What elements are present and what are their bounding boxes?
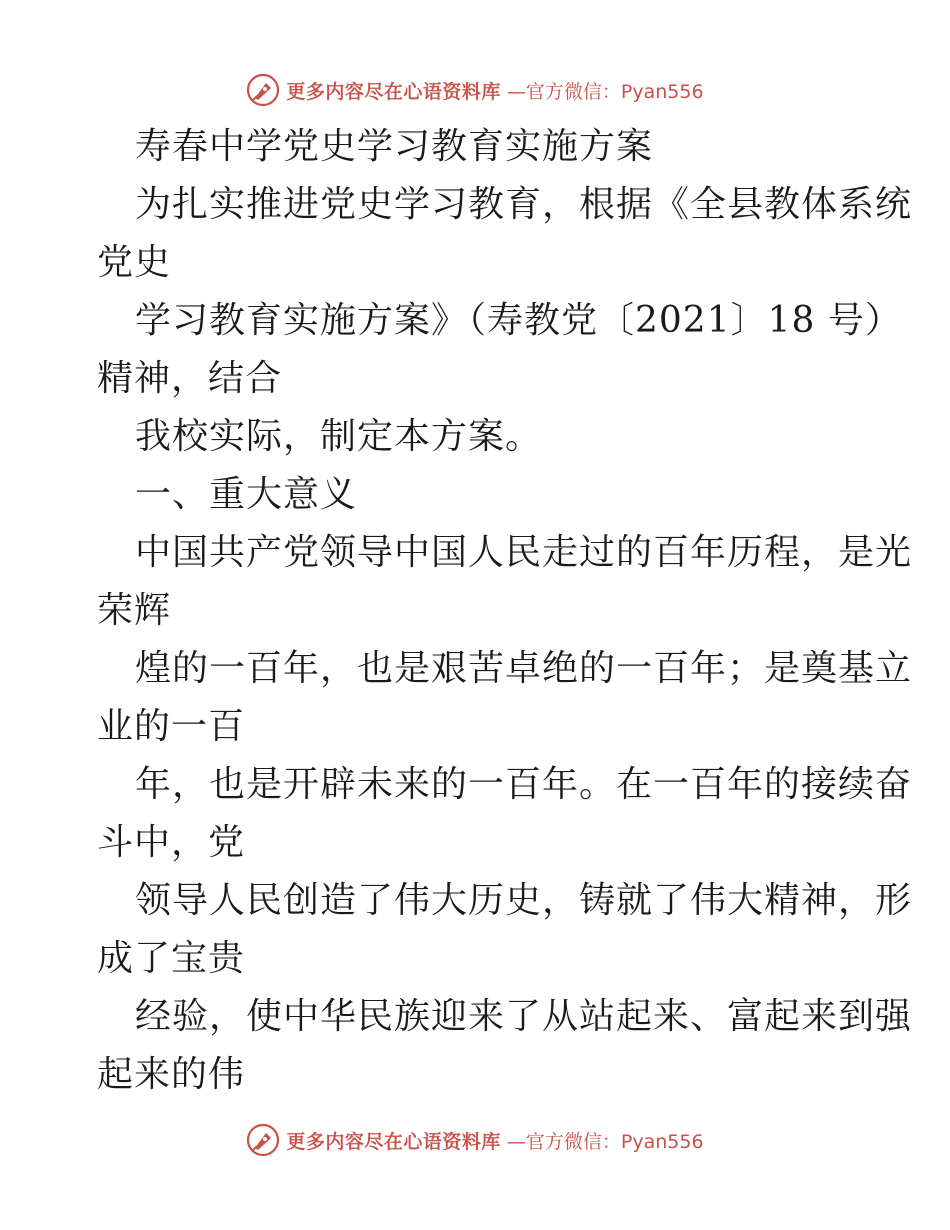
watermark-text: 更多内容尽在心语资料库 [286, 80, 501, 103]
paragraph-line: 精神，结合 [97, 358, 283, 399]
paragraph-line: 斗中，党 [97, 822, 246, 863]
paragraph-line: 为扎实推进党史学习教育，根据《全县教体系统 [135, 184, 913, 225]
document-title: 寿春中学党史学习教育实施方案 [135, 126, 654, 167]
document-body [97, 118, 913, 1104]
footer-watermark-banner [0, 1120, 950, 1160]
pen-nib-logo-icon [246, 73, 280, 107]
paragraph-line: 中国共产党领导中国人民走过的百年历程，是光 [135, 532, 913, 573]
watermark-contact: —官方微信：Pyan556 [506, 80, 704, 103]
paragraph-line: 煌的一百年，也是艰苦卓绝的一百年；是奠基立 [135, 648, 913, 689]
paragraph-line: 学习教育实施方案》（寿教党〔2021〕18 号） [135, 300, 902, 341]
paragraph-line: 荣辉 [97, 590, 172, 631]
paragraph-line: 起来的伟 [97, 1054, 246, 1095]
paragraph-line: 经验，使中华民族迎来了从站起来、富起来到强 [135, 996, 913, 1037]
pen-nib-logo-icon [246, 1123, 280, 1157]
header-watermark-banner [0, 70, 950, 110]
paragraph-line: 成了宝贵 [97, 938, 246, 979]
section-heading: 一、重大意义 [135, 474, 358, 515]
paragraph-line: 业的一百 [97, 706, 246, 747]
watermark-contact: —官方微信：Pyan556 [506, 1130, 704, 1153]
paragraph-line: 领导人民创造了伟大历史，铸就了伟大精神，形 [135, 880, 913, 921]
paragraph-line: 我校实际，制定本方案。 [135, 416, 543, 457]
paragraph-line: 党史 [97, 242, 172, 283]
paragraph-line: 年，也是开辟未来的一百年。在一百年的接续奋 [135, 764, 913, 805]
watermark-text: 更多内容尽在心语资料库 [286, 1130, 501, 1153]
